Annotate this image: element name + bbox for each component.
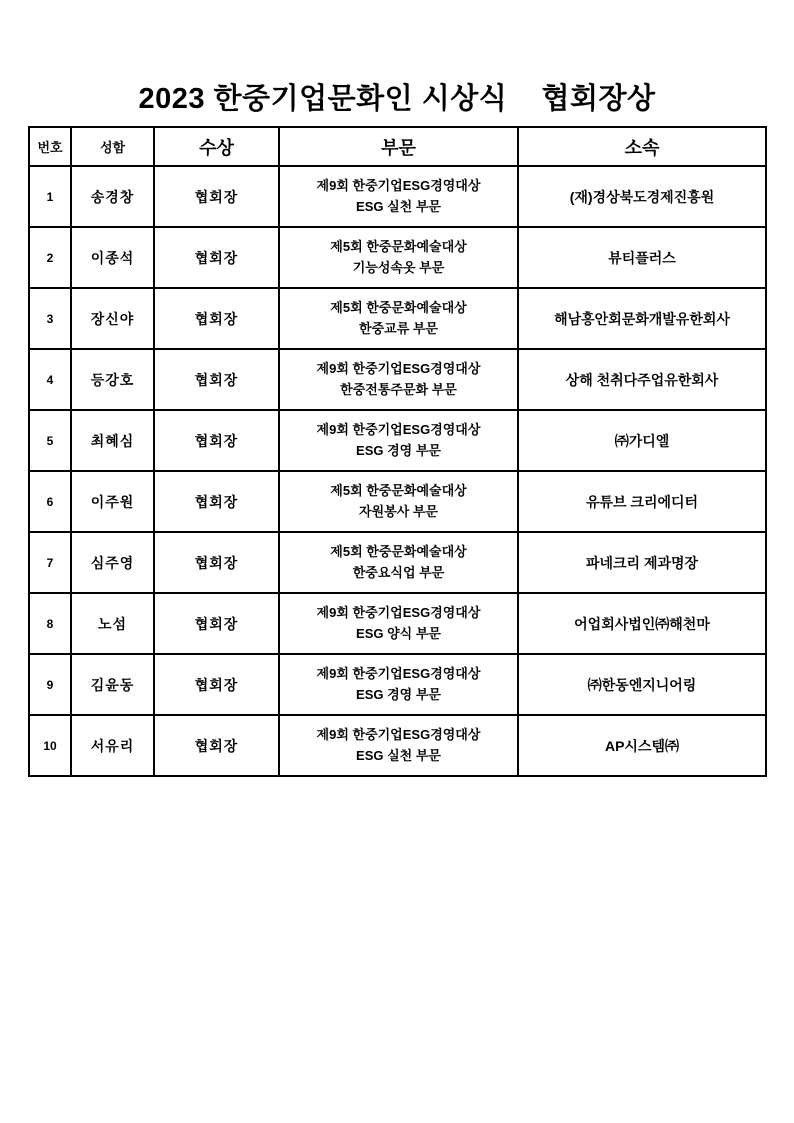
category-line-1: 제9회 한중기업ESG경영대상 <box>316 604 481 620</box>
cell-category <box>279 410 518 471</box>
cell-no: 10 <box>29 715 71 776</box>
table-row <box>29 349 766 410</box>
cell-name: 최혜심 <box>71 410 154 471</box>
category-line-1: 제5회 한중문화예술대상 <box>330 543 467 559</box>
category-line-2: ESG 경영 부문 <box>356 686 441 702</box>
cell-no: 3 <box>29 288 71 349</box>
cell-name: 송경창 <box>71 166 154 227</box>
cell-affiliation: 상해 천취다주업유한회사 <box>518 349 766 410</box>
page-title: 2023 한중기업문화인 시상식 협회장상 <box>138 83 656 115</box>
cell-category <box>279 593 518 654</box>
category-line-2: 한중교류 부문 <box>359 320 438 336</box>
cell-award: 협회장 <box>154 288 279 349</box>
cell-affiliation: 파네크리 제과명장 <box>518 532 766 593</box>
category-line-2: 한중요식업 부문 <box>352 564 445 580</box>
table-row <box>29 593 766 654</box>
cell-name: 이종석 <box>71 227 154 288</box>
cell-no: 9 <box>29 654 71 715</box>
cell-affiliation: ㈜가디엘 <box>518 410 766 471</box>
cell-award: 협회장 <box>154 166 279 227</box>
category-line-1: 제5회 한중문화예술대상 <box>330 238 467 254</box>
cell-category <box>279 471 518 532</box>
category-line-1: 제5회 한중문화예술대상 <box>330 299 467 315</box>
cell-category <box>279 288 518 349</box>
table-row <box>29 471 766 532</box>
column-header-name: 성함 <box>71 127 154 166</box>
category-line-2: ESG 양식 부문 <box>356 625 441 641</box>
cell-affiliation: 뷰티플러스 <box>518 227 766 288</box>
cell-no: 7 <box>29 532 71 593</box>
cell-affiliation: ㈜한동엔지니어링 <box>518 654 766 715</box>
column-header-no: 번호 <box>29 127 71 166</box>
category-line-1: 제9회 한중기업ESG경영대상 <box>316 177 481 193</box>
category-line-2: 자원봉사 부문 <box>359 503 438 519</box>
cell-category <box>279 715 518 776</box>
table-row <box>29 715 766 776</box>
cell-name: 심주영 <box>71 532 154 593</box>
cell-affiliation: 어업회사법인㈜해천마 <box>518 593 766 654</box>
cell-award: 협회장 <box>154 654 279 715</box>
table-row <box>29 532 766 593</box>
cell-no: 8 <box>29 593 71 654</box>
cell-award: 협회장 <box>154 532 279 593</box>
cell-name: 김윤동 <box>71 654 154 715</box>
category-line-2: 한중전통주문화 부문 <box>340 381 457 397</box>
cell-affiliation: 유튜브 크리에디터 <box>518 471 766 532</box>
awards-table <box>28 126 767 777</box>
column-header-affiliation: 소속 <box>518 127 766 166</box>
category-line-1: 제9회 한중기업ESG경영대상 <box>316 421 481 437</box>
table-row <box>29 410 766 471</box>
table-row <box>29 654 766 715</box>
cell-award: 협회장 <box>154 410 279 471</box>
category-line-2: ESG 경영 부문 <box>356 442 441 458</box>
cell-no: 1 <box>29 166 71 227</box>
cell-name: 노섬 <box>71 593 154 654</box>
cell-category <box>279 532 518 593</box>
cell-affiliation: AP시스템㈜ <box>518 715 766 776</box>
cell-affiliation: (재)경상북도경제진흥원 <box>518 166 766 227</box>
category-line-1: 제9회 한중기업ESG경영대상 <box>316 726 481 742</box>
cell-no: 6 <box>29 471 71 532</box>
cell-no: 2 <box>29 227 71 288</box>
cell-category <box>279 349 518 410</box>
cell-award: 협회장 <box>154 471 279 532</box>
category-line-2: ESG 실천 부문 <box>356 747 441 763</box>
cell-category <box>279 654 518 715</box>
table-row <box>29 227 766 288</box>
table-row <box>29 288 766 349</box>
cell-affiliation: 해남홍안회문화개발유한회사 <box>518 288 766 349</box>
column-header-category: 부문 <box>279 127 518 166</box>
cell-award: 협회장 <box>154 715 279 776</box>
category-line-2: ESG 실천 부문 <box>356 198 441 214</box>
cell-award: 협회장 <box>154 593 279 654</box>
column-header-award: 수상 <box>154 127 279 166</box>
cell-category <box>279 227 518 288</box>
table-row <box>29 166 766 227</box>
cell-award: 협회장 <box>154 227 279 288</box>
cell-no: 5 <box>29 410 71 471</box>
cell-no: 4 <box>29 349 71 410</box>
cell-award: 협회장 <box>154 349 279 410</box>
cell-category <box>279 166 518 227</box>
category-line-2: 기능성속옷 부문 <box>352 259 445 275</box>
cell-name: 장신야 <box>71 288 154 349</box>
cell-name: 서유리 <box>71 715 154 776</box>
cell-name: 등강호 <box>71 349 154 410</box>
category-line-1: 제9회 한중기업ESG경영대상 <box>316 360 481 376</box>
table-header-row <box>29 127 766 166</box>
cell-name: 이주원 <box>71 471 154 532</box>
category-line-1: 제9회 한중기업ESG경영대상 <box>316 665 481 681</box>
category-line-1: 제5회 한중문화예술대상 <box>330 482 467 498</box>
